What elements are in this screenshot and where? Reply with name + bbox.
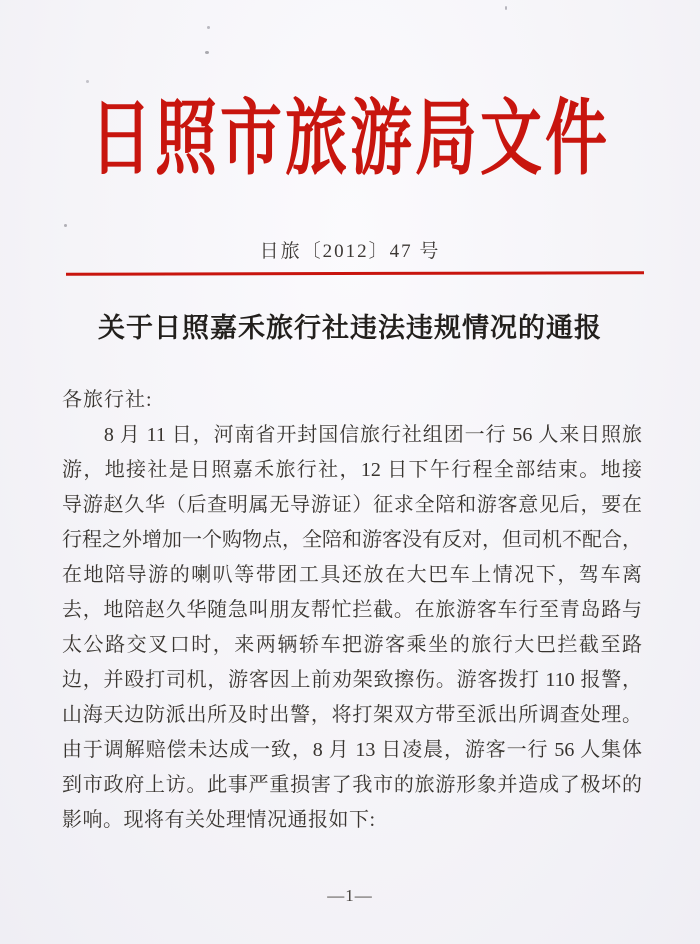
body-line: 由于调解赔偿未达成一致，8 月 13 日凌晨，游客一行 56 人集体 xyxy=(62,739,642,761)
doc-number: 日旅〔2012〕47 号 xyxy=(259,241,441,262)
salutation: 各旅行社: xyxy=(62,389,153,411)
body-line: 8 月 11 日，河南省开封国信旅行社组团一行 56 人来日照旅 xyxy=(62,424,642,446)
scan-speck xyxy=(505,6,507,10)
scan-speck xyxy=(64,224,67,227)
document-title: 关于日照嘉禾旅行社违法违规情况的通报 xyxy=(98,313,602,343)
closing-line: 影响。现将有关处理情况通报如下: xyxy=(62,809,376,831)
body-line: 山海天边防派出所及时出警，将打架双方带至派出所调查处理。 xyxy=(62,704,642,726)
page-number: —1— xyxy=(327,886,373,905)
body-line: 行程之外增加一个购物点，全陪和游客没有反对，但司机不配合， xyxy=(62,529,642,551)
document-body xyxy=(62,383,642,838)
body-line: 太公路交叉口时，来两辆轿车把游客乘坐的旅行大巴拦截至路 xyxy=(62,634,642,656)
body-line: 游，地接社是日照嘉禾旅行社，12 日下午行程全部结束。地接 xyxy=(62,459,642,481)
body-line: 在地陪导游的喇叭等带团工具还放在大巴车上情况下，驾车离 xyxy=(62,564,642,586)
red-separator-line xyxy=(66,271,644,276)
scan-speck xyxy=(207,26,210,29)
agency-banner: 日照市旅游局文件 xyxy=(89,94,610,186)
body-line: 导游赵久华（后查明属无导游证）征求全陪和游客意见后，要在 xyxy=(62,494,642,516)
paragraph xyxy=(62,418,642,803)
body-line: 到市政府上访。此事严重损害了我市的旅游形象并造成了极坏的 xyxy=(62,774,642,796)
scan-speck xyxy=(205,51,209,54)
body-line: 边，并殴打司机，游客因上前劝架致擦伤。游客拨打 110 报警， xyxy=(62,669,642,691)
body-line: 去，地陪赵久华随急叫朋友帮忙拦截。在旅游客车行至青岛路与 xyxy=(62,599,642,621)
